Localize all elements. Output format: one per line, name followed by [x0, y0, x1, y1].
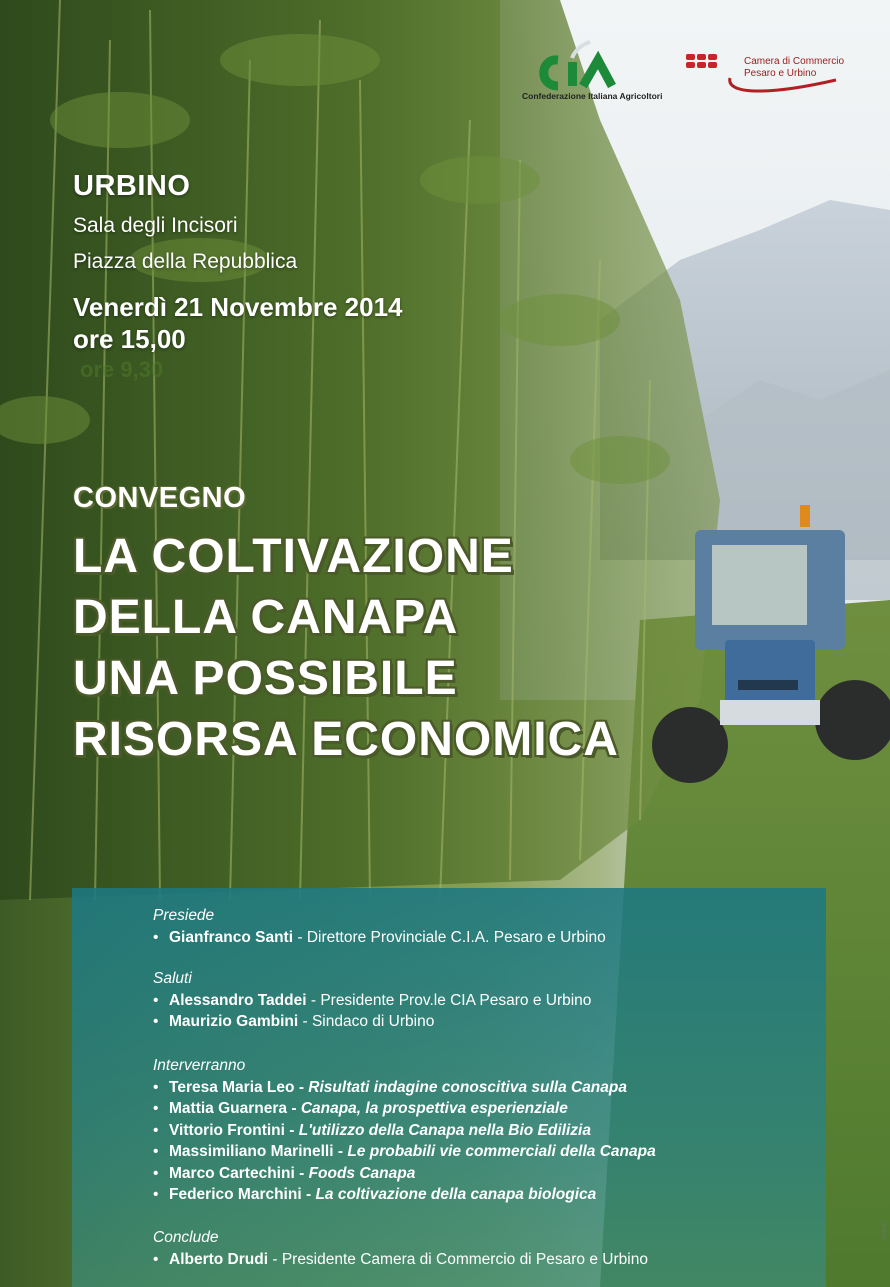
city: URBINO	[73, 170, 191, 202]
address: Piazza della Repubblica	[73, 250, 298, 273]
title-line-1: LA COLTIVAZIONE	[73, 530, 514, 583]
talk-title: L'utilizzo della Canapa nella Bio Edilizia	[298, 1121, 591, 1139]
speaker-name: Massimiliano Marinelli	[169, 1143, 334, 1160]
cia-caption: Confederazione Italiana Agricoltori	[522, 91, 663, 101]
speaker-name: Mattia Guarnera	[169, 1100, 288, 1117]
ccpu-name-line2: Pesaro e Urbino	[744, 68, 817, 79]
list-item: • Federico Marchini - La coltivazione della canapa biologica	[153, 1186, 597, 1203]
section-label-interverranno: Interverranno	[153, 1057, 246, 1074]
talk-title: Le probabili vie commerciali della Canapa	[347, 1143, 656, 1160]
list-item: • Marco Cartechini - Foods Canapa	[153, 1164, 416, 1182]
talk-title: La coltivazione della canapa biologica	[315, 1186, 597, 1203]
list-item: • Alberto Drudi - Presidente Camera di Commercio di Pesaro e Urbino	[153, 1250, 648, 1268]
list-item: • Alessandro Taddei - Presidente Prov.le CIA Pesaro e Urbino	[153, 991, 592, 1009]
list-item: • Maurizio Gambini - Sindaco di Urbino	[153, 1013, 435, 1030]
list-item: • Massimiliano Marinelli - Le probabili vie commerciali della Canapa	[153, 1143, 656, 1160]
speaker-name: Gianfranco Santi	[169, 928, 294, 946]
speaker-name: Teresa Maria Leo	[169, 1078, 295, 1096]
title-line-3: UNA POSSIBILE	[73, 652, 458, 705]
section-label-conclude: Conclude	[153, 1229, 219, 1246]
talk-title: Canapa, la prospettiva esperienziale	[300, 1100, 568, 1117]
venue: Sala degli Incisori	[73, 214, 238, 237]
speaker-name: Alberto Drudi	[169, 1250, 269, 1268]
list-item: • Mattia Guarnera - Canapa, la prospettiva esperienziale	[153, 1100, 568, 1117]
print-credit: grafica	[880, 1222, 886, 1241]
title-line-4: RISORSA ECONOMICA	[73, 713, 619, 766]
event-date: Venerdì 21 Novembre 2014	[73, 292, 403, 322]
faded-time: ore 9,30	[80, 357, 164, 382]
talk-title: Foods Canapa	[308, 1164, 416, 1182]
program-conclude	[153, 1227, 813, 1270]
program-presiede	[153, 905, 813, 948]
speaker-role: Direttore Provinciale C.I.A. Pesaro e Urbino	[306, 928, 606, 946]
speaker-role: Presidente Camera di Commercio di Pesaro e Urbino	[281, 1250, 648, 1268]
event-type: CONVEGNO	[73, 482, 247, 514]
speaker-name: Vittorio Frontini	[169, 1121, 285, 1139]
speaker-name: Federico Marchini	[169, 1186, 302, 1203]
speaker-name: Maurizio Gambini	[169, 1013, 299, 1030]
speaker-role: Sindaco di Urbino	[311, 1013, 435, 1030]
speaker-name: Alessandro Taddei	[169, 991, 307, 1009]
section-label-presiede: Presiede	[153, 907, 215, 924]
talk-title: Risultati indagine conoscitiva sulla Canapa	[308, 1078, 627, 1096]
list-item: • Vittorio Frontini - L'utilizzo della Canapa nella Bio Edilizia	[153, 1121, 591, 1139]
speaker-role: Presidente Prov.le CIA Pesaro e Urbino	[320, 991, 592, 1009]
program-saluti	[153, 968, 813, 1033]
program-interverranno	[153, 1055, 813, 1206]
title-line-2: DELLA CANAPA	[73, 591, 459, 644]
section-label-saluti: Saluti	[153, 970, 192, 987]
event-title	[73, 526, 619, 770]
speaker-name: Marco Cartechini	[169, 1164, 295, 1182]
list-item: • Gianfranco Santi - Direttore Provinciale C.I.A. Pesaro e Urbino	[153, 928, 606, 946]
ccpu-name-line1: Camera di Commercio	[744, 56, 845, 67]
event-time: ore 15,00	[73, 324, 186, 354]
list-item: • Teresa Maria Leo - Risultati indagine conoscitiva sulla Canapa	[153, 1078, 627, 1096]
